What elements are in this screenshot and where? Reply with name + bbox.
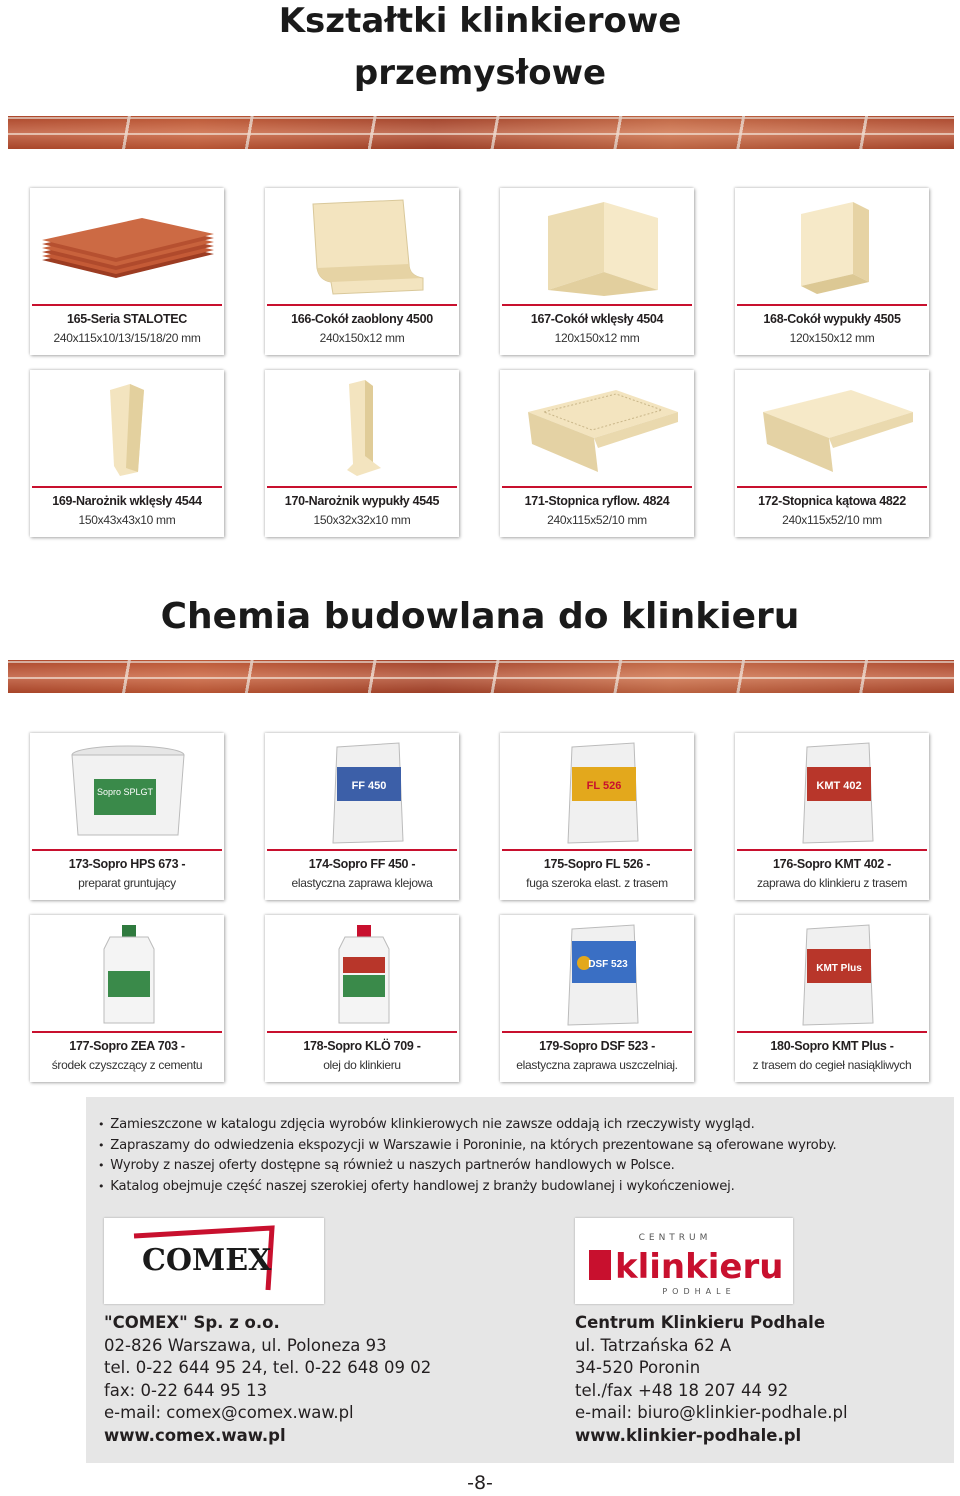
product-card: [265, 370, 459, 537]
city: 34-520 Poronin: [575, 1358, 701, 1378]
product-card: [735, 733, 929, 900]
address: 02-826 Warszawa, ul. Poloneza 93: [104, 1335, 387, 1355]
terracotta-tiles-icon: [38, 194, 216, 300]
inner-corner-piece-icon: [38, 376, 216, 482]
primer-bucket-icon: [38, 739, 216, 845]
svg-text:FL 526: FL 526: [586, 780, 622, 792]
product-size: 240x115x52/10 mm: [782, 513, 882, 527]
product-desc: fuga szeroka elast. z trasem: [526, 876, 668, 890]
product-name: 173-Sopro HPS 673 -: [68, 857, 186, 871]
svg-text:KMT 402: KMT 402: [816, 780, 862, 792]
card-divider: [267, 1031, 457, 1033]
tile-banner-top: [8, 116, 954, 149]
product-card: [30, 188, 224, 355]
product-card: [500, 370, 694, 537]
product-name: 179-Sopro DSF 523 -: [539, 1039, 655, 1053]
product-size: 120x150x12 mm: [789, 331, 875, 345]
outer-corner-piece-icon: [273, 376, 451, 482]
svg-text:DSF 523: DSF 523: [588, 959, 628, 970]
grout-bag-icon: [508, 739, 686, 845]
svg-text:PODHALE: PODHALE: [662, 1287, 736, 1296]
product-name: 180-Sopro KMT Plus -: [770, 1039, 894, 1053]
product-desc: z trasem do cegieł nasiąkliwych: [752, 1058, 912, 1072]
card-divider: [502, 304, 692, 306]
mortar-bag-icon: [743, 921, 921, 1027]
product-name: 172-Stopnica kątowa 4822: [758, 494, 906, 508]
card-divider: [502, 1031, 692, 1033]
product-name: 174-Sopro FF 450 -: [308, 857, 416, 871]
inner-corner-skirting-icon: [508, 194, 686, 300]
oil-bottle-icon: [273, 921, 451, 1027]
product-card: [265, 915, 459, 1082]
mortar-bag-icon: [273, 739, 451, 845]
product-name: 165-Seria STALOTEC: [66, 312, 188, 326]
product-card: [30, 915, 224, 1082]
product-card: [735, 370, 929, 537]
card-divider: [32, 486, 222, 488]
page-number: -8-: [467, 1472, 493, 1494]
section-title: Chemia budowlana do klinkieru: [160, 596, 800, 637]
mortar-bag-icon: [743, 739, 921, 845]
company-name: "COMEX" Sp. z o.o.: [104, 1313, 280, 1332]
angled-step-icon: [743, 376, 921, 482]
product-name: 178-Sopro KLÖ 709 -: [303, 1039, 421, 1053]
product-name: 175-Sopro FL 526 -: [543, 857, 651, 871]
product-size: 240x150x12 mm: [319, 331, 405, 345]
product-desc: elastyczna zaprawa klejowa: [291, 876, 433, 890]
outer-corner-skirting-icon: [743, 194, 921, 300]
product-size: 120x150x12 mm: [554, 331, 640, 345]
centrum-contact: [575, 1312, 848, 1448]
card-divider: [502, 849, 692, 851]
product-desc: preparat gruntujący: [78, 876, 176, 890]
page-title-line2: przemysłowe: [353, 53, 607, 93]
email[interactable]: e-mail: comex@comex.waw.pl: [104, 1403, 354, 1423]
product-size: 240x115x10/13/15/18/20 mm: [53, 331, 201, 345]
list-item: • Katalog obejmuje część naszej szerokiej oferty handlowej z branży budowlanej i wykończeniowej.: [98, 1177, 836, 1198]
product-desc: olej do klinkieru: [323, 1058, 401, 1072]
product-card: [265, 188, 459, 355]
svg-text:COMEX: COMEX: [142, 1243, 272, 1278]
svg-text:klinkieru: klinkieru: [615, 1247, 784, 1287]
phone: tel./fax +48 18 207 44 92: [575, 1380, 789, 1400]
card-divider: [737, 1031, 927, 1033]
cove-skirting-icon: [273, 194, 451, 300]
sealing-bag-icon: [508, 921, 686, 1027]
card-divider: [32, 304, 222, 306]
svg-text:CENTRUM: CENTRUM: [638, 1233, 712, 1243]
card-divider: [267, 304, 457, 306]
product-card: [500, 915, 694, 1082]
page-title: Kształtki klinkierowe: [278, 1, 682, 41]
svg-text:FF 450: FF 450: [351, 780, 387, 792]
list-item: • Wyroby z naszej oferty dostępne są również u naszych partnerów handlowych w Polsce.: [98, 1156, 836, 1177]
product-desc: elastyczna zaprawa uszczelniaj.: [516, 1058, 678, 1072]
company-name: Centrum Klinkieru Podhale: [575, 1313, 826, 1332]
product-name: 166-Cokół zaoblony 4500: [291, 312, 433, 326]
fax: fax: 0-22 644 95 13: [104, 1380, 268, 1400]
grooved-step-icon: [508, 376, 686, 482]
website-link[interactable]: www.klinkier-podhale.pl: [575, 1425, 802, 1445]
product-card: [500, 733, 694, 900]
product-card: [500, 188, 694, 355]
card-divider: [502, 486, 692, 488]
product-card: [30, 370, 224, 537]
website-link[interactable]: www.comex.waw.pl: [104, 1425, 286, 1445]
card-divider: [32, 849, 222, 851]
product-name: 169-Narożnik wklęsły 4544: [52, 494, 202, 508]
comex-logo: [104, 1218, 324, 1304]
product-card: [30, 733, 224, 900]
tile-banner-bottom: [8, 660, 954, 693]
card-divider: [267, 486, 457, 488]
card-divider: [267, 849, 457, 851]
product-card: [265, 733, 459, 900]
svg-text:KMT Plus: KMT Plus: [816, 963, 862, 974]
email[interactable]: e-mail: biuro@klinkier-podhale.pl: [575, 1403, 848, 1423]
list-item: • Zamieszczone w katalogu zdjęcia wyrobów klinkierowych nie zawsze oddają ich rzeczywisty wygląd.: [98, 1115, 836, 1136]
cleaner-bottle-icon: [38, 921, 216, 1027]
klinkier-podhale-logo: [575, 1218, 793, 1304]
product-name: 167-Cokół wklęsły 4504: [530, 312, 664, 326]
address: ul. Tatrzańska 62 A: [575, 1335, 732, 1355]
phone: tel. 0-22 644 95 24, tel. 0-22 648 09 02: [104, 1358, 432, 1378]
card-divider: [32, 1031, 222, 1033]
product-size: 150x32x32x10 mm: [313, 513, 411, 527]
product-card: [735, 188, 929, 355]
product-name: 176-Sopro KMT 402 -: [773, 857, 891, 871]
list-item: • Zapraszamy do odwiedzenia ekspozycji w Warszawie i Poroninie, na których prezentowane są oferowane wyroby.: [98, 1136, 836, 1157]
comex-contact: [104, 1312, 431, 1448]
card-divider: [737, 304, 927, 306]
card-divider: [737, 849, 927, 851]
product-size: 240x115x52/10 mm: [547, 513, 647, 527]
card-divider: [737, 486, 927, 488]
product-card: [735, 915, 929, 1082]
product-name: 171-Stopnica ryflow. 4824: [524, 494, 670, 508]
product-name: 168-Cokół wypukły 4505: [763, 312, 901, 326]
svg-text:Sopro SPLGT: Sopro SPLGT: [96, 787, 154, 797]
product-desc: środek czyszczący z cementu: [51, 1058, 203, 1072]
product-desc: zaprawa do klinkieru z trasem: [756, 876, 908, 890]
notes-list: [98, 1115, 836, 1197]
product-size: 150x43x43x10 mm: [78, 513, 176, 527]
product-name: 177-Sopro ZEA 703 -: [69, 1039, 185, 1053]
product-name: 170-Narożnik wypukły 4545: [284, 494, 440, 508]
